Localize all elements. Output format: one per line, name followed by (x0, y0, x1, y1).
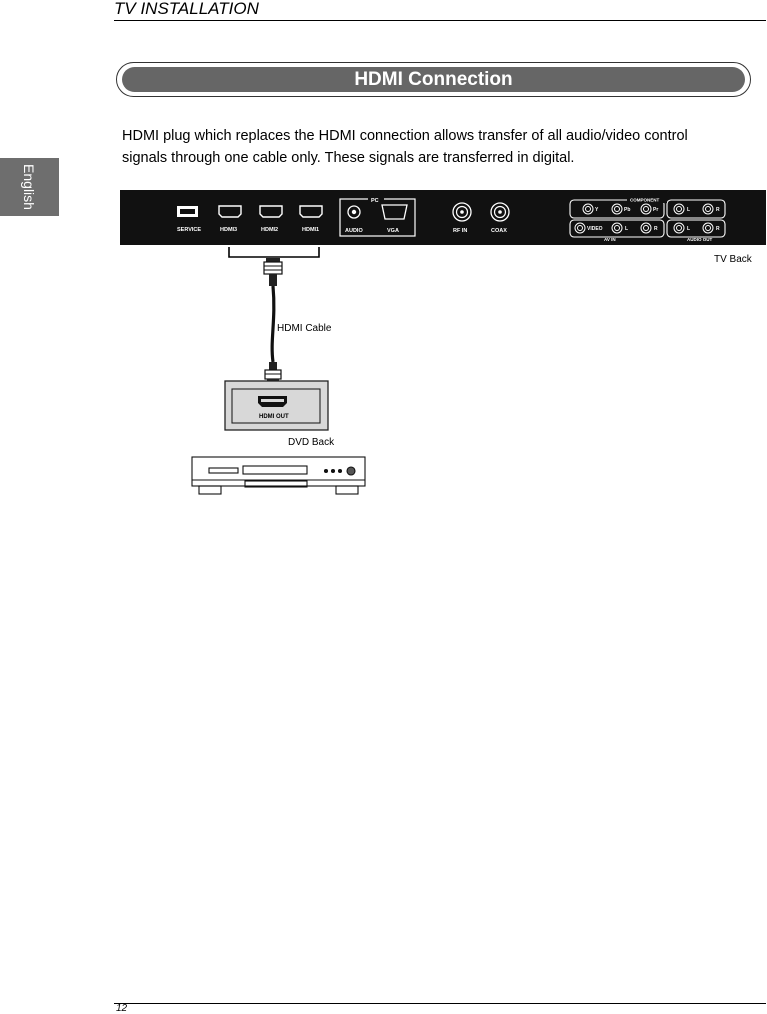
intro-line-2: signals through one cable only. These signals are transferred in digital. (122, 150, 575, 166)
label-dvd-back: DVD Back (288, 437, 335, 448)
label-av-in: AV IN (604, 237, 616, 242)
label-hdmi3: HDMI3 (220, 227, 238, 233)
label-audio: AUDIO (345, 228, 363, 234)
dvd-player-icon (192, 457, 365, 494)
section-title: HDMI Connection (354, 69, 513, 90)
label-component: COMPONENT (630, 197, 660, 203)
hdmi-cable-icon (264, 258, 282, 385)
label-pb: Pb (624, 207, 631, 213)
label-rf-in: RF IN (453, 228, 468, 234)
language-tab-label: English (21, 164, 37, 210)
header-title: TV INSTALLATION (114, 0, 259, 18)
label-coax: COAX (491, 228, 507, 234)
page-number: 12 (116, 1003, 128, 1014)
label-r3: R (716, 226, 720, 232)
label-audio-out: AUDIO OUT (687, 237, 713, 242)
label-l3: L (687, 226, 691, 232)
label-l2: L (625, 226, 629, 232)
label-hdmi-cable: HDMI Cable (277, 323, 332, 334)
label-vga: VGA (387, 228, 399, 234)
label-service: SERVICE (177, 227, 202, 233)
label-video: VIDEO (587, 226, 603, 232)
label-l1: L (687, 207, 691, 213)
hdmi-bracket (229, 247, 319, 257)
label-hdmi2: HDMI2 (261, 227, 279, 233)
label-hdmi-out: HDMI OUT (259, 414, 289, 420)
label-tv-back: TV Back (714, 254, 752, 265)
label-r2: R (654, 226, 658, 232)
label-pr: Pr (653, 207, 659, 213)
label-pc: PC (371, 198, 379, 204)
label-r1: R (716, 207, 720, 213)
label-y: Y (595, 207, 599, 213)
label-hdmi1: HDMI1 (302, 227, 320, 233)
intro-line-1: HDMI plug which replaces the HDMI connection allows transfer of all audio/video control (122, 128, 688, 144)
footer-divider (114, 1003, 766, 1004)
